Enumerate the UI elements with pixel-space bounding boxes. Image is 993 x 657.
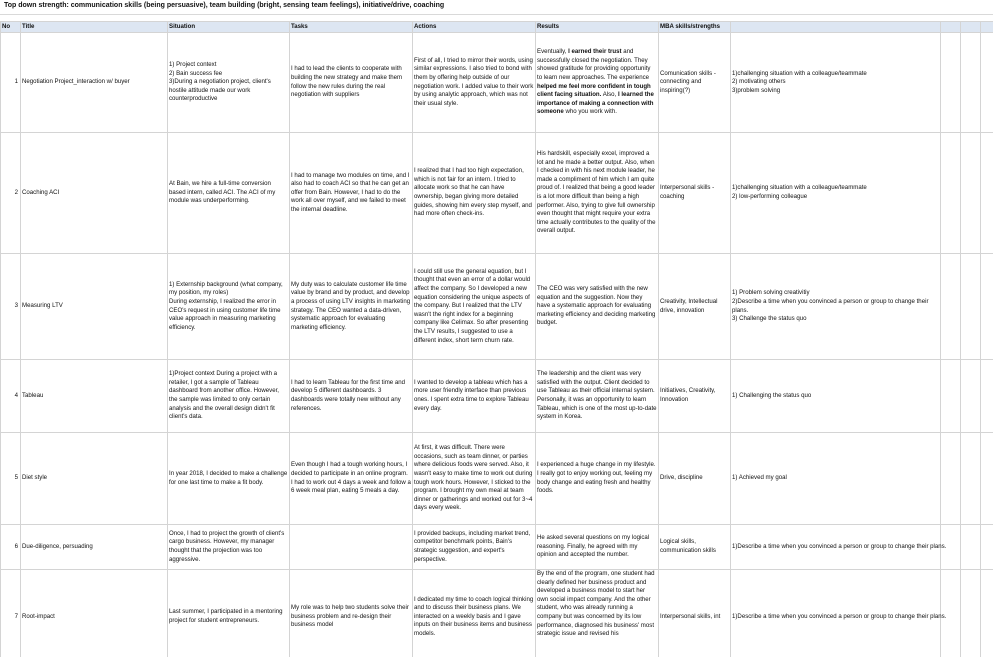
col-tasks[interactable]: Tasks <box>290 22 413 33</box>
table-row <box>1 525 993 570</box>
tasks-cell[interactable] <box>290 525 413 570</box>
actions-cell[interactable]: I wanted to develop a tableau which has a more user friendly interface than previous ones. I spent extra time to explore Tableau every day. <box>413 360 536 433</box>
results-cell[interactable]: He asked several questions on my logical reasoning. Finally, he agreed with my opinion and accepted the number. <box>536 525 659 570</box>
top-strength-header[interactable] <box>0 0 993 15</box>
results-bold: helped me feel more confident in tough client facing situation. <box>537 82 651 99</box>
empty-cell[interactable] <box>941 133 961 254</box>
results-text: Also, <box>601 91 618 99</box>
table-row <box>1 570 993 657</box>
col-empty-2[interactable] <box>961 22 981 33</box>
empty-cell[interactable] <box>961 570 981 657</box>
actions-cell[interactable] <box>413 254 536 360</box>
mba-cell[interactable]: Drive, discipline <box>659 433 731 525</box>
situation-text: 1) Externship background (what company, my position, my roles) During externship, I realized the error in CEO's request in using customer life time value approach in measuring marketing efficiency. <box>169 280 283 331</box>
empty-cell[interactable] <box>961 133 981 254</box>
mba-cell[interactable]: Comunication skills - connecting and inspiring(?) <box>659 33 731 133</box>
row-title[interactable]: Negotiation Project_interaction w/ buyer <box>21 33 168 133</box>
row-number[interactable]: 4 <box>1 360 21 433</box>
situation-cell[interactable]: 1)Project context During a project with a retailer, I got a sample of Tableau dashboard from another office. However, the sample was limited to only certain analysis and the overall design didn't fit client's data. <box>168 360 290 433</box>
results-bold: I earned their trust <box>568 48 622 56</box>
question-cell[interactable] <box>731 33 941 133</box>
mba-cell[interactable]: Creativity, Intellectual drive, innovation <box>659 254 731 360</box>
situation-cell[interactable] <box>168 33 290 133</box>
col-actions[interactable]: Actions <box>413 22 536 33</box>
empty-cell[interactable] <box>941 254 961 360</box>
column-header-row <box>1 22 993 33</box>
actions-cell[interactable]: First of all, I tried to mirror their words, using similar expressions. I also tried to bond with them by offering help outside of our negotiation work. I added value to their work by using analytic approach, which was not their usual style. <box>413 33 536 133</box>
col-title[interactable]: Title <box>21 22 168 33</box>
col-situation[interactable]: Situation <box>168 22 290 33</box>
empty-cell[interactable] <box>961 33 981 133</box>
question-cell[interactable]: 1) Achieved my goal <box>731 433 941 525</box>
row-number[interactable]: 7 <box>1 570 21 657</box>
table-row <box>1 133 993 254</box>
row-number[interactable]: 2 <box>1 133 21 254</box>
row-number[interactable]: 5 <box>1 433 21 525</box>
row-title[interactable]: Coaching ACI <box>21 133 168 254</box>
question-cell[interactable]: 1)Describe a time when you convinced a person or group to change their plans. <box>731 525 941 570</box>
actions-text: I could still use the general equation, but I thought that even an error of a dollar would affect the company. So I developed a new equation considering the unique aspects of the company. But I realized that the LTV wasn't the right index for a beginning company like Celimax. So after presenting the LTV results, I suggested to use a different index, short term churn rate. <box>414 267 531 344</box>
empty-cell[interactable] <box>961 433 981 525</box>
col-questions[interactable] <box>731 22 941 33</box>
results-text: and successfully closed the negotiation. They showed gratitude for providing opportunity to learn new approaches. The experience <box>537 48 651 81</box>
actions-cell[interactable]: I realized that I had too high expectation, which is not fair for an intern. I tried to allocate work so that he can have ownership, began giving more detailed guides, showing him every step myself, and had more often check-ins. <box>413 133 536 254</box>
question-text: 1)challenging situation with a colleague/teammate 2) motivating others 3)problem solving <box>732 69 867 94</box>
results-text: By the end of the program, one student had clearly defined her business product and developed a business model to start her own social impact company. And the other student, who was already running a company but was concerned by its low performance, diagnosed his business' most strategic issue and revised his <box>537 570 655 638</box>
tasks-cell[interactable]: My role was to help two students solve their business problem and re-design their business model <box>290 570 413 657</box>
mba-cell[interactable]: Initiatives, Creativity, Innovation <box>659 360 731 433</box>
empty-cell[interactable] <box>981 570 993 657</box>
results-cell[interactable]: I experienced a huge change in my lifestyle. I really got to enjoy working out, feeling my body change and eating fresh and healthy foods. <box>536 433 659 525</box>
table-row <box>1 433 993 525</box>
mba-cell[interactable]: Logical skills, communication skills <box>659 525 731 570</box>
results-cell[interactable]: The leadership and the client was very satisfied with the output. Client decided to use Tableau as their official internal system. Personally, it was an opportunity to learn Tableau, which is one of the most up-to-date system in Korea. <box>536 360 659 433</box>
situation-text: 1) Project context 2) Bain success fee 3)During a negotiation project, client's hostile attitude made our work counterproductive <box>169 61 271 103</box>
empty-cell[interactable] <box>961 360 981 433</box>
col-empty-1[interactable] <box>941 22 961 33</box>
empty-cell[interactable] <box>941 33 961 133</box>
row-title[interactable]: Diet style <box>21 433 168 525</box>
tasks-cell[interactable]: I had to manage two modules on time, and I also had to coach ACI so that he can get an offer from Bain. However, I had to do the work all over myself, and we failed to meet the internal deadline. <box>290 133 413 254</box>
empty-cell[interactable] <box>981 254 993 360</box>
col-empty-3[interactable] <box>981 22 993 33</box>
table-row <box>1 360 993 433</box>
question-cell[interactable]: 1)Describe a time when you convinced a person or group to change their plans. <box>731 570 941 657</box>
col-no[interactable]: No <box>1 22 21 33</box>
table-row <box>1 33 993 133</box>
actions-cell[interactable]: I provided backups, including market trend, competitor benchmark points, Bain's strategic suggestion, and expert's perspective. <box>413 525 536 570</box>
results-text: who you work with. <box>563 108 617 116</box>
empty-cell[interactable] <box>961 525 981 570</box>
situation-cell[interactable] <box>168 254 290 360</box>
table-row <box>1 254 993 360</box>
mba-cell[interactable]: Interpersonal skills, int <box>659 570 731 657</box>
tasks-cell[interactable]: I had to learn Tableau for the first time and develop 5 different dashboards. 3 dashboards were totally new without any references. <box>290 360 413 433</box>
empty-cell[interactable] <box>941 433 961 525</box>
results-cell[interactable]: The CEO was very satisfied with the new equation and the suggestion. Now they have a systematic approach for evaluating marketing efficiency and deciding marketing budget. <box>536 254 659 360</box>
empty-cell[interactable] <box>981 525 993 570</box>
tasks-cell[interactable]: My duty was to calculate customer life time value by brand and by product, and develop a process of using LTV insights in marketing strategy. The CEO wanted a data-driven, systematic approach for evaluating marketing efficiency. <box>290 254 413 360</box>
mba-cell[interactable]: Interpersonal skills - coaching <box>659 133 731 254</box>
question-cell[interactable] <box>731 133 941 254</box>
row-title[interactable]: Due-diligence, persuading <box>21 525 168 570</box>
situation-cell[interactable]: At Bain, we hire a full-time conversion based intern, called ACI. The ACI of my module was underperforming. <box>168 133 290 254</box>
situation-cell[interactable]: Last summer, I participated in a mentoring project for student entrepreneurs. <box>168 570 290 657</box>
tasks-cell[interactable]: I had to lead the clients to cooperate with building the new strategy and make them follow the new rules during the real negotiation with suppliers <box>290 33 413 133</box>
results-bold: I learned the importance of making a connection with someone <box>537 91 654 116</box>
star-stories-table <box>0 21 993 657</box>
actions-cell[interactable]: I dedicated my time to coach logical thinking and to discuss their business plans. We interacted on a weekly basis and I gave inputs on their business items and business models. <box>413 570 536 657</box>
row-title[interactable]: Tableau <box>21 360 168 433</box>
empty-cell[interactable] <box>981 360 993 433</box>
col-mba-skills[interactable]: MBA skills/strengths <box>659 22 731 33</box>
question-cell[interactable]: 1) Challenging the status quo <box>731 360 941 433</box>
empty-cell[interactable] <box>981 33 993 133</box>
results-cell[interactable] <box>536 33 659 133</box>
tasks-cell[interactable]: Even though I had a tough working hours, I decided to participate in an online program. I had to work out 4 days a week and follow a 6 week meal plan, eating 5 meals a day. <box>290 433 413 525</box>
empty-cell[interactable] <box>981 133 993 254</box>
situation-cell[interactable]: In year 2018, I decided to make a challenge for one last time to make a fit body. <box>168 433 290 525</box>
empty-cell[interactable] <box>981 433 993 525</box>
results-text: Eventually, <box>537 48 569 56</box>
actions-cell[interactable]: At first, it was difficult. There were occasions, such as team dinner, or parties where delicious foods were served. Also, it wasn't easy to make time to work out during tough work hours. However, I sticked to the program. I brought my own meal at team dinner or gatherings and worked out for 3~4 days every week. <box>413 433 536 525</box>
empty-cell[interactable] <box>961 254 981 360</box>
top-strength-text: Top down strength: communication skills (being persuasive), team building (bright, sensing team feelings), initiative/drive, coaching <box>4 2 445 9</box>
question-text: 1)challenging situation with a colleague/teammate 2) low-performing colleague <box>732 184 867 200</box>
row-number[interactable]: 1 <box>1 33 21 133</box>
question-text: 1) Problem solving creativitiy 2)Describe a time when you convinced a person or group to change their plans. 3) Challenge the status quo <box>732 289 929 323</box>
question-cell[interactable] <box>731 254 941 360</box>
situation-cell[interactable]: Once, I had to project the growth of client's cargo business. However, my manager thought that the projection was too aggressive. <box>168 525 290 570</box>
row-title[interactable]: Root-impact <box>21 570 168 657</box>
empty-cell[interactable] <box>941 360 961 433</box>
results-cell[interactable]: His hardskill, especially excel, improved a lot and he made a better output. Also, when I checked in with his next module leader, he made a compliment of him which I am quite proud of. I realized that being a good leader is a lot more difficult than being a high performer. Also, trying to give full ownership even thought that might require your extra time actually contributes to the quality of the overall output. <box>536 133 659 254</box>
row-number[interactable]: 6 <box>1 525 21 570</box>
row-title[interactable]: Measuring LTV <box>21 254 168 360</box>
col-results[interactable]: Results <box>536 22 659 33</box>
row-number[interactable]: 3 <box>1 254 21 360</box>
results-cell[interactable] <box>536 570 659 657</box>
